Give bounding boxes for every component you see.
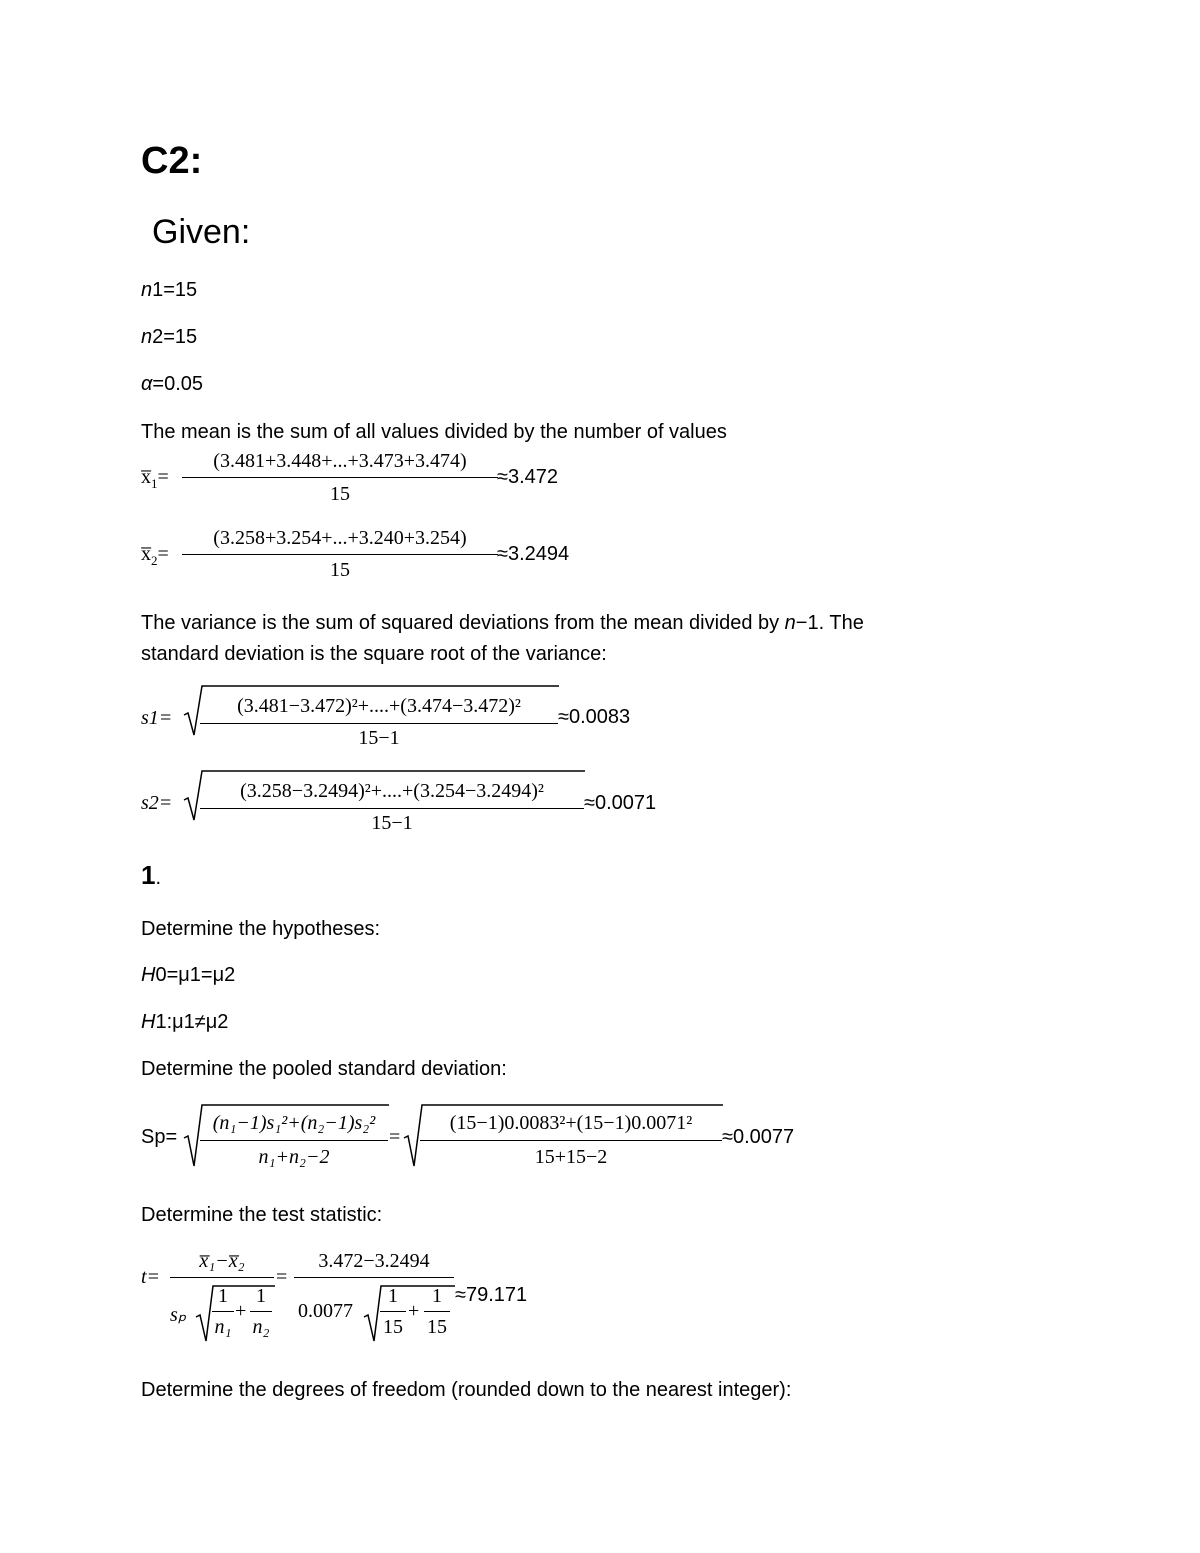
x2-lhs: $x̅_2=$	[141, 543, 169, 568]
t-numerator-general: x̅₁−x̅₂	[199, 1250, 245, 1272]
pooled-fraction-bar-general	[200, 1140, 388, 1141]
s1-lhs: s1=	[141, 707, 173, 729]
t-small-bar-a	[212, 1311, 234, 1312]
test-statistic-heading: Determine the test statistic:	[141, 1204, 383, 1226]
pooled-denominator-general: n₁+n₂−2	[258, 1146, 330, 1168]
x2-result: ≈3.2494	[497, 543, 570, 565]
s2-result: ≈0.0071	[584, 792, 657, 814]
s1-result: ≈0.0083	[558, 706, 631, 728]
t-numerator-values: 3.472−3.2494	[318, 1250, 430, 1272]
hypotheses-heading: Determine the hypotheses:	[141, 918, 381, 940]
t-sp-value: 0.0077	[298, 1300, 353, 1322]
pooled-lhs: Sp=	[141, 1126, 178, 1148]
t-small-bar-c	[380, 1311, 406, 1312]
pooled-numerator-values: (15−1)0.0083²+(15−1)0.0071²	[449, 1112, 693, 1134]
s1-denominator: 15−1	[358, 727, 400, 749]
pooled-equals: =	[389, 1126, 401, 1148]
t-small-bar-b	[250, 1311, 272, 1312]
s2-denominator: 15−1	[371, 812, 413, 834]
t-fifteen-b: 15	[427, 1316, 447, 1338]
mean-intro: The mean is the sum of all values divided by the number of values	[141, 421, 727, 443]
t-n2: n₂	[252, 1316, 270, 1338]
t-equals: =	[276, 1266, 288, 1288]
t-one-c: 1	[388, 1285, 398, 1307]
pooled-fraction-bar-values	[420, 1140, 722, 1141]
t-one-d: 1	[432, 1285, 442, 1307]
s2-lhs: s2=	[141, 792, 173, 814]
t-one-b: 1	[256, 1285, 266, 1307]
s1-fraction-bar	[200, 723, 558, 724]
x1-fraction-bar	[182, 477, 498, 478]
s1-numerator: (3.481−3.472)²+....+(3.474−3.472)²	[237, 695, 521, 717]
x2-numerator: (3.258+3.254+...+3.240+3.254)	[213, 527, 467, 549]
section-number: 1.	[141, 860, 162, 890]
x1-numerator: (3.481+3.448+...+3.473+3.474)	[213, 450, 467, 472]
t-fifteen-a: 15	[383, 1316, 403, 1338]
pooled-heading: Determine the pooled standard deviation:	[141, 1058, 507, 1080]
x1-lhs: $x̅_1=$	[141, 466, 169, 491]
null-hypothesis: H0=μ1=μ2	[141, 964, 236, 986]
alternative-hypothesis: H1:μ1≠μ2	[141, 1011, 229, 1033]
t-one-a: 1	[218, 1285, 228, 1307]
t-result: ≈79.171	[455, 1284, 528, 1306]
given-n2: n2=15	[141, 326, 198, 348]
pooled-denominator-values: 15+15−2	[534, 1146, 608, 1168]
degrees-of-freedom-heading: Determine the degrees of freedom (rounded down to the nearest integer):	[141, 1379, 792, 1401]
t-sp-symbol: sₚ	[170, 1304, 187, 1326]
x2-fraction-bar	[182, 554, 498, 555]
t-small-bar-d	[424, 1311, 450, 1312]
pooled-numerator-general: (n₁−1)s₁²+(n₂−1)s₂²	[212, 1112, 376, 1134]
t-lhs: t=	[141, 1266, 161, 1288]
x2-denominator: 15	[330, 559, 350, 581]
t-fraction-bar-values	[294, 1277, 454, 1278]
t-plus-general: +	[235, 1300, 247, 1322]
t-plus-values: +	[408, 1300, 420, 1322]
t-n1: n₁	[214, 1316, 232, 1338]
t-fraction-bar-general	[170, 1277, 274, 1278]
section-title: C2:	[141, 140, 203, 182]
s2-numerator: (3.258−3.2494)²+....+(3.254−3.2494)²	[240, 780, 544, 802]
given-n1: n1=15	[141, 279, 198, 301]
variance-intro-line2: standard deviation is the square root of the variance:	[141, 643, 607, 665]
variance-intro-line1: The variance is the sum of squared deviations from the mean divided by n−1. The	[141, 612, 864, 634]
s2-fraction-bar	[200, 808, 584, 809]
x1-result: ≈3.472	[497, 466, 559, 488]
x1-denominator: 15	[330, 483, 350, 505]
pooled-result: ≈0.0077	[722, 1126, 795, 1148]
given-heading: Given:	[152, 213, 251, 251]
given-alpha: α=0.05	[141, 373, 204, 395]
